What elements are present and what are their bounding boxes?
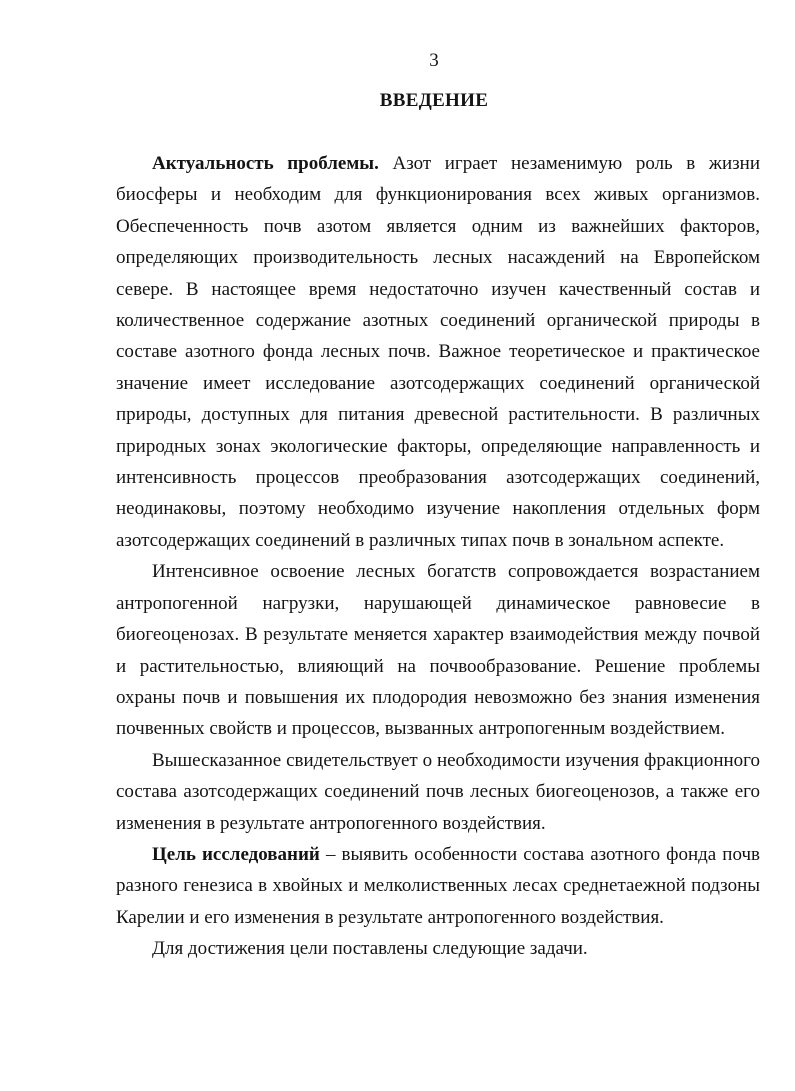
paragraph-research-goal	[116, 839, 760, 933]
paragraph-text: Азот играет незаменимую роль в жизни биосферы и необходим для функционирования всех живых организмов. Обеспеченность почв азотом является одним из важнейших факторов, определяющих производительность лесных насаждений на Европейском севере. В настоящее время недостаточно изучен качественный состав и количественное содержание азотных соединений органической природы в составе азотного фонда лесных почв. Важное теоретическое и практическое значение имеет исследование азотсодержащих соединений органической природы, доступных для питания древесной растительности. В различных природных зонах экологические факторы, определяющие направленность и интенсивность процессов преобразования азотсодержащих соединений, неодинаковы, поэтому необходимо изучение накопления отдельных форм азотсодержащих соединений в различных типах почв в зональном аспекте.	[116, 153, 760, 551]
paragraph-tasks-intro	[116, 933, 760, 964]
paragraph-lead: Актуальность проблемы.	[152, 153, 379, 174]
page-number: 3	[429, 50, 439, 71]
paragraph-text: Интенсивное освоение лесных богатств сопровождается возрастанием антропогенной нагрузки, нарушающей динамическое равновесие в биогеоценозах. В результате меняется характер взаимодействия между почвой и растительностью, влияющий на почвообразование. Решение проблемы охраны почв и повышения их плодородия невозможно без знания изменения почвенных свойств и процессов, вызванных антропогенным воздействием.	[116, 561, 760, 740]
paragraph-relevance	[116, 148, 760, 556]
paragraph-lead: Цель исследований	[152, 843, 320, 865]
paragraph-necessity	[116, 745, 760, 839]
paragraph-text: Для достижения цели поставлены следующие задачи.	[152, 938, 588, 960]
paragraph-text: Вышесказанное свидетельствует о необходимости изучения фракционного состава азотсодержащих соединений почв лесных биогеоценозов, а также его изменения в результате антропогенного воздействия.	[116, 749, 760, 834]
body-text	[116, 148, 760, 965]
paragraph-anthropogenic-load	[116, 556, 760, 744]
section-heading: ВВЕДЕНИЕ	[379, 90, 489, 111]
paragraph-text: – выявить особенности состава азотного фонда почв разного генезиса в хвойных и мелколиственных лесах среднетаежной подзоны Карелии и его изменения в результате антропогенного воздействия.	[116, 843, 760, 928]
